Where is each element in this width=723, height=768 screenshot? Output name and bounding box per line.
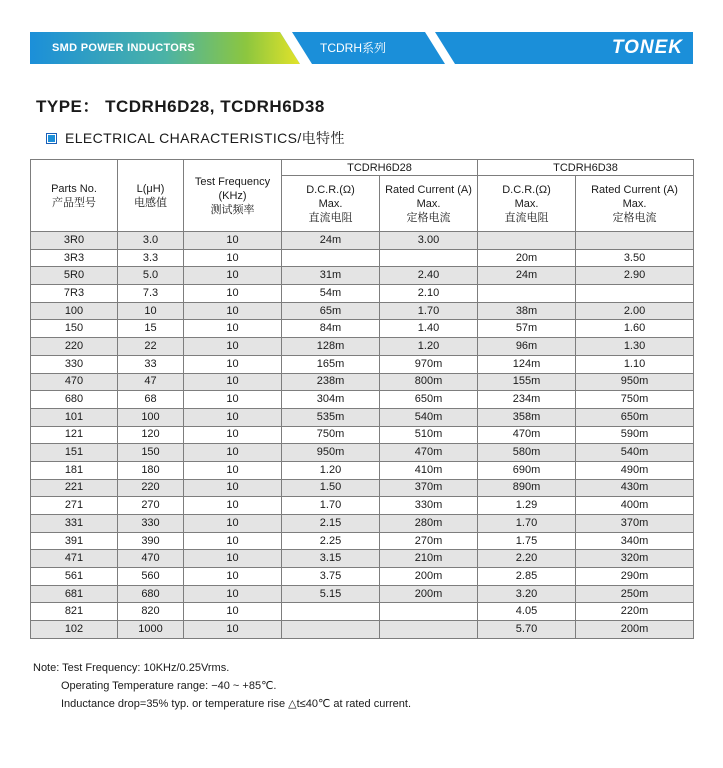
inductance-cell: 560 [118, 568, 184, 586]
note-operating-temperature: Operating Temperature range: −40 ~ +85℃. [61, 680, 277, 692]
notes [33, 659, 411, 713]
table-row [31, 391, 694, 409]
dcr-6d38-cell: 1.70 [478, 515, 576, 533]
test-frequency-cell: 10 [184, 320, 282, 338]
rated-current-6d28-cell: 280m [380, 515, 478, 533]
rated-current-6d38-cell: 2.00 [576, 302, 694, 320]
inductance-cell: 390 [118, 532, 184, 550]
dcr-6d28-cell: 2.15 [282, 515, 380, 533]
part-no-cell: 681 [31, 585, 118, 603]
test-frequency-cell: 10 [184, 621, 282, 639]
inductance-cell: 33 [118, 355, 184, 373]
section-heading [46, 129, 345, 147]
dcr-6d28-cell: 238m [282, 373, 380, 391]
test-frequency-cell: 10 [184, 568, 282, 586]
table-row [31, 408, 694, 426]
rated-current-6d28-cell: 200m [380, 568, 478, 586]
dcr-6d38-cell: 1.29 [478, 497, 576, 515]
inductance-cell: 150 [118, 444, 184, 462]
dcr-6d28-cell: 1.70 [282, 497, 380, 515]
dcr-6d38-cell: 470m [478, 426, 576, 444]
dcr-6d38-cell: 24m [478, 267, 576, 285]
rated-current-6d28-cell: 270m [380, 532, 478, 550]
rated-current-6d38-cell [576, 232, 694, 250]
table-row [31, 532, 694, 550]
rated-current-6d38-cell: 3.50 [576, 249, 694, 267]
part-no-cell: 7R3 [31, 285, 118, 303]
part-no-cell: 680 [31, 391, 118, 409]
table-row [31, 355, 694, 373]
header-group-tcdrh6d38: TCDRH6D38 [478, 160, 694, 176]
rated-current-6d28-cell: 200m [380, 585, 478, 603]
dcr-6d28-cell: 1.50 [282, 479, 380, 497]
dcr-6d28-cell: 304m [282, 391, 380, 409]
rated-current-6d28-cell: 650m [380, 391, 478, 409]
dcr-6d38-cell: 38m [478, 302, 576, 320]
test-frequency-cell: 10 [184, 249, 282, 267]
test-frequency-cell: 10 [184, 373, 282, 391]
part-no-cell: 561 [31, 568, 118, 586]
part-no-cell: 221 [31, 479, 118, 497]
header-dcr-6d28: D.C.R.(Ω) Max. 直流电阻 [282, 176, 380, 232]
dcr-6d28-cell: 3.75 [282, 568, 380, 586]
rated-current-6d28-cell: 800m [380, 373, 478, 391]
part-no-cell: 220 [31, 338, 118, 356]
table-row [31, 338, 694, 356]
table-row [31, 461, 694, 479]
test-frequency-cell: 10 [184, 461, 282, 479]
header-group-tcdrh6d28: TCDRH6D28 [282, 160, 478, 176]
dcr-6d38-cell: 4.05 [478, 603, 576, 621]
test-frequency-cell: 10 [184, 532, 282, 550]
dcr-6d28-cell: 2.25 [282, 532, 380, 550]
table-row [31, 603, 694, 621]
rated-current-6d28-cell [380, 621, 478, 639]
test-frequency-cell: 10 [184, 550, 282, 568]
header-inductance: L(μH) 电感值 [118, 160, 184, 232]
part-no-cell: 271 [31, 497, 118, 515]
dcr-6d38-cell [478, 285, 576, 303]
dcr-6d38-cell: 1.75 [478, 532, 576, 550]
dcr-6d38-cell: 580m [478, 444, 576, 462]
category-label: SMD POWER INDUCTORS [52, 42, 196, 54]
rated-current-6d38-cell: 540m [576, 444, 694, 462]
dcr-6d28-cell [282, 249, 380, 267]
dcr-6d28-cell [282, 621, 380, 639]
rated-current-6d28-cell [380, 249, 478, 267]
rated-current-6d28-cell [380, 603, 478, 621]
test-frequency-cell: 10 [184, 515, 282, 533]
dcr-6d38-cell: 5.70 [478, 621, 576, 639]
table-row [31, 479, 694, 497]
table-row [31, 515, 694, 533]
inductance-cell: 68 [118, 391, 184, 409]
rated-current-6d28-cell: 370m [380, 479, 478, 497]
dcr-6d38-cell: 124m [478, 355, 576, 373]
test-frequency-cell: 10 [184, 267, 282, 285]
dcr-6d28-cell: 5.15 [282, 585, 380, 603]
dcr-6d28-cell: 65m [282, 302, 380, 320]
inductance-cell: 220 [118, 479, 184, 497]
inductance-cell: 100 [118, 408, 184, 426]
table-row [31, 267, 694, 285]
part-no-cell: 3R3 [31, 249, 118, 267]
rated-current-6d38-cell [576, 285, 694, 303]
table-row [31, 568, 694, 586]
dcr-6d28-cell: 3.15 [282, 550, 380, 568]
inductance-cell: 3.3 [118, 249, 184, 267]
brand-logo: TONEK [611, 37, 683, 58]
dcr-6d38-cell: 890m [478, 479, 576, 497]
rated-current-6d38-cell: 750m [576, 391, 694, 409]
dcr-6d28-cell: 54m [282, 285, 380, 303]
test-frequency-cell: 10 [184, 585, 282, 603]
header-parts-no: Parts No. 产品型号 [31, 160, 118, 232]
rated-current-6d28-cell: 330m [380, 497, 478, 515]
rated-current-6d28-cell: 510m [380, 426, 478, 444]
dcr-6d38-cell [478, 232, 576, 250]
dcr-6d38-cell: 96m [478, 338, 576, 356]
test-frequency-cell: 10 [184, 302, 282, 320]
dcr-6d38-cell: 2.20 [478, 550, 576, 568]
inductance-cell: 330 [118, 515, 184, 533]
dcr-6d28-cell [282, 603, 380, 621]
rated-current-6d28-cell: 2.10 [380, 285, 478, 303]
part-no-cell: 150 [31, 320, 118, 338]
table-body [31, 232, 694, 639]
inductance-cell: 3.0 [118, 232, 184, 250]
rated-current-6d28-cell: 540m [380, 408, 478, 426]
inductance-cell: 7.3 [118, 285, 184, 303]
inductance-cell: 22 [118, 338, 184, 356]
table-row [31, 232, 694, 250]
table-row [31, 444, 694, 462]
rated-current-6d38-cell: 400m [576, 497, 694, 515]
rated-current-6d28-cell: 1.20 [380, 338, 478, 356]
type-title: TYPE： TCDRH6D28, TCDRH6D38 [36, 97, 325, 116]
test-frequency-cell: 10 [184, 426, 282, 444]
dcr-6d28-cell: 750m [282, 426, 380, 444]
dcr-6d38-cell: 690m [478, 461, 576, 479]
table-row [31, 249, 694, 267]
header-banner [30, 32, 693, 64]
header-rated-current-6d28: Rated Current (A) Max. 定格电流 [380, 176, 478, 232]
part-no-cell: 821 [31, 603, 118, 621]
test-frequency-cell: 10 [184, 444, 282, 462]
inductance-cell: 680 [118, 585, 184, 603]
rated-current-6d38-cell: 250m [576, 585, 694, 603]
part-no-cell: 471 [31, 550, 118, 568]
note-test-frequency: Note: Test Frequency: 10KHz/0.25Vrms. [33, 662, 230, 674]
rated-current-6d28-cell: 1.70 [380, 302, 478, 320]
dcr-6d38-cell: 20m [478, 249, 576, 267]
test-frequency-cell: 10 [184, 232, 282, 250]
header-dcr-6d38: D.C.R.(Ω) Max. 直流电阻 [478, 176, 576, 232]
part-no-cell: 181 [31, 461, 118, 479]
inductance-cell: 15 [118, 320, 184, 338]
rated-current-6d38-cell: 290m [576, 568, 694, 586]
rated-current-6d38-cell: 1.60 [576, 320, 694, 338]
dcr-6d28-cell: 950m [282, 444, 380, 462]
part-no-cell: 100 [31, 302, 118, 320]
part-no-cell: 470 [31, 373, 118, 391]
test-frequency-cell: 10 [184, 603, 282, 621]
rated-current-6d28-cell: 3.00 [380, 232, 478, 250]
dcr-6d28-cell: 1.20 [282, 461, 380, 479]
dcr-6d38-cell: 57m [478, 320, 576, 338]
table-row [31, 585, 694, 603]
rated-current-6d28-cell: 1.40 [380, 320, 478, 338]
header-test-frequency: Test Frequency (KHz) 测试频率 [184, 160, 282, 232]
dcr-6d38-cell: 155m [478, 373, 576, 391]
dcr-6d38-cell: 234m [478, 391, 576, 409]
table-row [31, 373, 694, 391]
square-bullet-icon [46, 133, 57, 144]
header-rated-current-6d38: Rated Current (A) Max. 定格电流 [576, 176, 694, 232]
inductance-cell: 120 [118, 426, 184, 444]
inductance-cell: 1000 [118, 621, 184, 639]
part-no-cell: 331 [31, 515, 118, 533]
part-no-cell: 121 [31, 426, 118, 444]
part-no-cell: 330 [31, 355, 118, 373]
table-row [31, 550, 694, 568]
table-row [31, 426, 694, 444]
dcr-6d28-cell: 128m [282, 338, 380, 356]
test-frequency-cell: 10 [184, 479, 282, 497]
inductance-cell: 10 [118, 302, 184, 320]
part-no-cell: 5R0 [31, 267, 118, 285]
rated-current-6d38-cell: 2.90 [576, 267, 694, 285]
test-frequency-cell: 10 [184, 408, 282, 426]
part-no-cell: 3R0 [31, 232, 118, 250]
table-row [31, 621, 694, 639]
dcr-6d28-cell: 24m [282, 232, 380, 250]
part-no-cell: 391 [31, 532, 118, 550]
rated-current-6d38-cell: 320m [576, 550, 694, 568]
dcr-6d28-cell: 535m [282, 408, 380, 426]
note-inductance-drop: Inductance drop=35% typ. or temperature rise △t≤40℃ at rated current. [61, 698, 412, 710]
rated-current-6d38-cell: 1.10 [576, 355, 694, 373]
rated-current-6d38-cell: 430m [576, 479, 694, 497]
inductance-cell: 47 [118, 373, 184, 391]
rated-current-6d38-cell: 490m [576, 461, 694, 479]
rated-current-6d28-cell: 410m [380, 461, 478, 479]
dcr-6d28-cell: 165m [282, 355, 380, 373]
rated-current-6d38-cell: 950m [576, 373, 694, 391]
rated-current-6d38-cell: 590m [576, 426, 694, 444]
table-row [31, 497, 694, 515]
dcr-6d38-cell: 2.85 [478, 568, 576, 586]
inductance-cell: 820 [118, 603, 184, 621]
part-no-cell: 101 [31, 408, 118, 426]
rated-current-6d28-cell: 210m [380, 550, 478, 568]
rated-current-6d28-cell: 470m [380, 444, 478, 462]
rated-current-6d38-cell: 370m [576, 515, 694, 533]
inductance-cell: 180 [118, 461, 184, 479]
inductance-cell: 270 [118, 497, 184, 515]
test-frequency-cell: 10 [184, 285, 282, 303]
rated-current-6d38-cell: 220m [576, 603, 694, 621]
test-frequency-cell: 10 [184, 338, 282, 356]
rated-current-6d28-cell: 970m [380, 355, 478, 373]
section-label: ELECTRICAL CHARACTERISTICS/电特性 [65, 130, 345, 146]
table-row [31, 285, 694, 303]
table-row [31, 302, 694, 320]
inductance-cell: 470 [118, 550, 184, 568]
rated-current-6d38-cell: 200m [576, 621, 694, 639]
table-row [31, 320, 694, 338]
electrical-characteristics-table [30, 159, 694, 639]
series-label: TCDRH系列 [320, 41, 386, 55]
part-no-cell: 151 [31, 444, 118, 462]
inductance-cell: 5.0 [118, 267, 184, 285]
test-frequency-cell: 10 [184, 391, 282, 409]
dcr-6d38-cell: 3.20 [478, 585, 576, 603]
rated-current-6d28-cell: 2.40 [380, 267, 478, 285]
rated-current-6d38-cell: 1.30 [576, 338, 694, 356]
dcr-6d28-cell: 31m [282, 267, 380, 285]
dcr-6d38-cell: 358m [478, 408, 576, 426]
test-frequency-cell: 10 [184, 355, 282, 373]
test-frequency-cell: 10 [184, 497, 282, 515]
dcr-6d28-cell: 84m [282, 320, 380, 338]
rated-current-6d38-cell: 340m [576, 532, 694, 550]
rated-current-6d38-cell: 650m [576, 408, 694, 426]
part-no-cell: 102 [31, 621, 118, 639]
